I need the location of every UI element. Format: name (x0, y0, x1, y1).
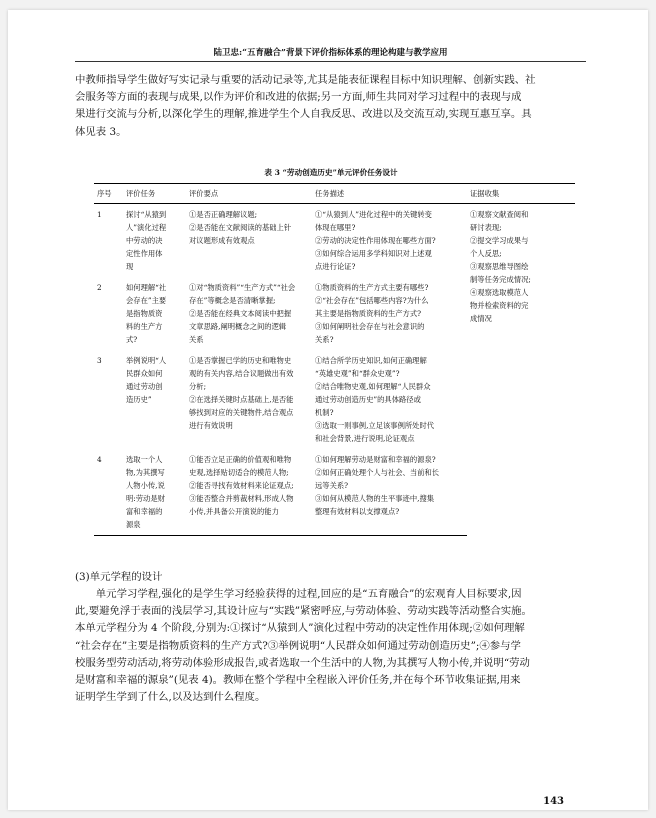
cell-line: 源泉 (126, 520, 141, 529)
cell-points (186, 204, 312, 278)
cell-line: 探讨“从猿到 (126, 210, 167, 219)
section-paragraph (75, 586, 587, 706)
cell-line: 观的有关内容,结合议题做出有效 (189, 369, 294, 378)
cell-line: 其主要是指物质资料的生产方式? (315, 309, 422, 318)
cell-line: 如何理解“社 (126, 283, 167, 292)
cell-line: ②劳动的决定性作用体现在哪些方面? (315, 236, 436, 245)
header-cell-evidence: 证据收集 (467, 184, 575, 204)
cell-line: 物,为其撰写 (126, 468, 165, 477)
cell-task (123, 449, 186, 536)
cell-line: ③选取一则事例,立足该事例所处时代 (315, 421, 435, 430)
cell-line: ①如何理解劳动是财富和幸福的源泉? (315, 455, 436, 464)
cell-line: 物并检索资料的完 (470, 301, 529, 310)
cell-line: ②“社会存在”包括哪些内容?为什么 (315, 296, 429, 305)
cell-line: 现 (126, 262, 134, 271)
cell-no: 3 (97, 356, 102, 365)
cell-line: ③能否整合并剪裁材料,形成人物 (189, 494, 294, 503)
cell-line: ①结合所学历史知识,如何正确理解 (315, 356, 427, 365)
cell-line: 明:劳动是财 (126, 494, 165, 503)
cell-desc (312, 277, 467, 350)
cell-line: 机制? (315, 408, 334, 417)
table-header-row (94, 184, 575, 204)
cell-line: 料的生产方 (126, 322, 163, 331)
cell-line: ②是否能在经典文本阅读中把握 (189, 309, 292, 318)
cell-line: 远等关系? (315, 481, 349, 490)
cell-line: 史观,选择贴切适合的模范人物; (189, 468, 289, 477)
cell-points (186, 277, 312, 350)
cell-line: 民群众如何 (126, 369, 163, 378)
cell-line: 小传,并具备公开演说的能力 (189, 507, 279, 516)
cell-line: ①能否立足正确的价值观和唯物 (189, 455, 292, 464)
cell-line: 进行有效说明 (189, 421, 233, 430)
cell-line: 研讨表现; (470, 223, 502, 232)
cell-line: 关系 (189, 335, 204, 344)
cell-line: 点进行论证? (315, 262, 356, 271)
cell-task (123, 350, 186, 449)
cell-line: 会存在”主要 (126, 296, 167, 305)
cell-line: ②能否寻找有效材料来论证观点; (189, 481, 294, 490)
cell-line: 中劳动的决 (126, 236, 163, 245)
cell-task (123, 204, 186, 278)
cell-no: 1 (97, 210, 102, 219)
cell-line: ③观察思维导图绘 (470, 262, 529, 271)
evaluation-task-table (94, 183, 575, 536)
text-line: 会服务等方面的表现与成果,以作为评价和改进的依据;另一方面,师生共同对学习过程中的表现与成 (75, 91, 522, 104)
cell-line: 文章思路,阐明概念之间的逻辑 (189, 322, 287, 331)
cell-line: 关系? (315, 335, 334, 344)
text-line: 体见表 3。 (75, 125, 127, 138)
cell-line: 存在”等概念是否清晰掌握; (189, 296, 276, 305)
cell-desc (312, 204, 467, 278)
text-line: 是财富和幸福的源泉”(见表 4)。教师在整个学程中全程嵌入评价任务,并在每个环节收集证据,用来 (75, 674, 521, 687)
cell-line: ②是否能在文献阅读的基础上针 (189, 223, 292, 232)
cell-line: 通过劳动创造历史”的具体路径或 (315, 395, 421, 404)
cell-line: 个人反思; (470, 249, 502, 258)
cell-line: “英雄史观”和“群众史观”? (315, 369, 400, 378)
journal-page (8, 10, 648, 810)
cell-line: 通过劳动创 (126, 382, 163, 391)
cell-line: 人”演化过程 (126, 223, 167, 232)
text-line: 本单元学程分为 4 个阶段,分别为:①探讨“从猿到人”演化过程中劳动的决定性作用体现;②如何理解 (75, 622, 525, 635)
header-cell-desc: 任务描述 (312, 184, 467, 204)
text-line: 中教师指导学生做好写实记录与重要的活动记录等,尤其是能表征课程目标中知识理解、创新实践、社 (75, 74, 536, 86)
cell-line: ①对“物质资料”“生产方式”“社会 (189, 283, 296, 292)
cell-line: 整理有效材料以支撑观点? (315, 507, 400, 516)
cell-evidence (467, 204, 575, 536)
cell-line: ②在选择关键时点基础上,是否能 (189, 395, 294, 404)
header-cell-points: 评价要点 (186, 184, 312, 204)
cell-line: ②提交学习成果与 (470, 236, 529, 245)
cell-line: ①是否正确理解议题; (189, 210, 258, 219)
cell-line: ①“从猿到人”进化过程中的关键转变 (315, 210, 432, 219)
table-caption: 表 3 “劳动创造历史”单元评价任务设计 (264, 168, 398, 177)
cell-line: 式? (126, 335, 138, 344)
cell-line: 人物小传,说 (126, 481, 165, 490)
page-number: 143 (543, 796, 564, 807)
cell-task (123, 277, 186, 350)
cell-line: 成情况 (470, 314, 492, 323)
cell-line: 体现在哪里? (315, 223, 356, 232)
cell-line: ③如何阐明社会存在与社会意识的 (315, 322, 425, 331)
text-line: 校服务型劳动活动,将劳动体验形成报告,或者选取一个生活中的人物,为其撰写人物小传,并说明“劳动 (75, 656, 530, 669)
cell-no: 2 (97, 283, 102, 292)
cell-line: 够找到对应的关键物件,结合观点 (189, 408, 294, 417)
intro-paragraph (75, 72, 587, 141)
cell-no: 4 (94, 449, 123, 536)
section-heading: (3)单元学程的设计 (75, 571, 163, 583)
cell-line: ③如何从模范人物的生平事迹中,搜集 (315, 494, 435, 503)
cell-line: ①观察文献查阅和 (470, 210, 529, 219)
cell-points (186, 350, 312, 449)
cell-points (186, 449, 312, 536)
cell-line: ①是否掌握已学的历史和唯物史 (189, 356, 292, 365)
cell-line: 对议题形成有效观点 (189, 236, 255, 245)
cell-line: 富和幸福的 (126, 507, 163, 516)
cell-line: ②如何正确处理个人与社会、当前和长 (315, 468, 440, 477)
cell-line: 制等任务完成情况; (470, 275, 531, 284)
cell-line: 分析; (189, 382, 207, 391)
cell-line: 和社会背景,进行说明,论证观点 (315, 434, 415, 443)
text-line: 此,要避免浮于表面的浅层学习,其设计应与“实践”紧密呼应,与劳动体验、劳动实践等活动整合实施。 (75, 605, 532, 618)
cell-line: ④观察选取模范人 (470, 288, 529, 297)
header-cell-task: 评价任务 (123, 184, 186, 204)
header-cell-no: 序号 (94, 184, 123, 204)
cell-line: 造历史” (126, 395, 152, 404)
cell-line: 是指物质资 (126, 309, 163, 318)
table-row (94, 204, 575, 278)
cell-desc (312, 350, 467, 449)
cell-desc (312, 449, 467, 536)
text-line: 果进行交流与分析,以深化学生的理解,推进学生个人自我反思、改进以及交流互动,实现互惠互享。具 (75, 108, 532, 121)
cell-line: ①物质资料的生产方式主要有哪些? (315, 283, 429, 292)
running-header: 陆卫忠:“五育融合”背景下评价指标体系的理论构建与教学应用 (75, 46, 586, 62)
text-line: 证明学生学到了什么,以及达到什么程度。 (75, 691, 266, 704)
cell-line: 举例说明“人 (126, 356, 167, 365)
cell-line: 定性作用体 (126, 249, 163, 258)
cell-line: ③如何综合运用多学科知识对上述观 (315, 249, 432, 258)
text-line: “社会存在”主要是指物质资料的生产方式?③举例说明“人民群众如何通过劳动创造历史”;④参与学 (75, 639, 521, 652)
text-line: 单元学习学程,强化的是学生学习经验获得的过程,回应的是“五育融合”的宏观育人目标要求,因 (95, 588, 522, 600)
cell-line: ②结合唯物史观,如何理解“人民群众 (315, 382, 431, 391)
cell-line: 选取一个人 (126, 455, 163, 464)
